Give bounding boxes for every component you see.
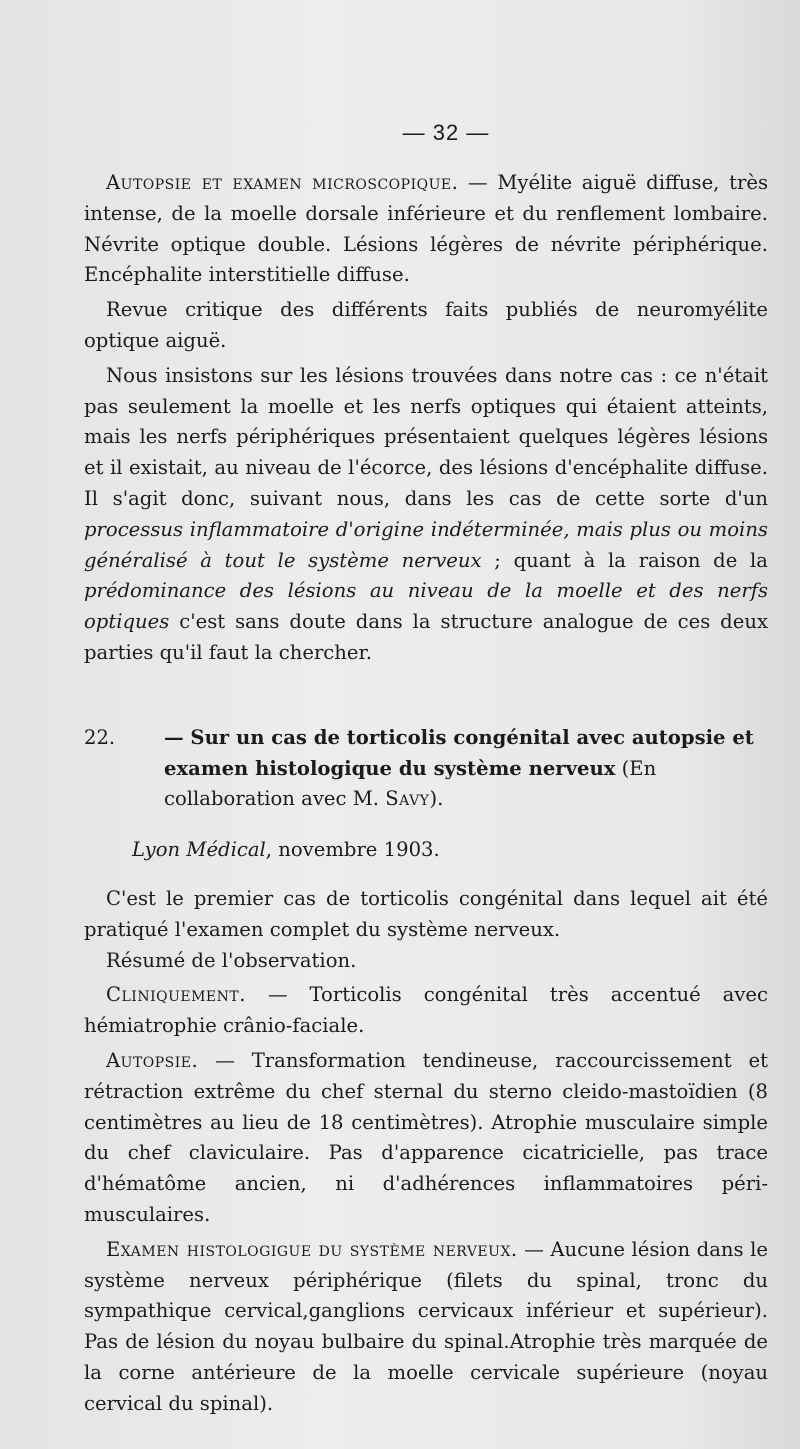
paragraph-text-part: Nous insistons sur les lésions trouvées dans notre cas : ce n'était pas seulement la moelle et les nerfs optiques qui étaient atteints, mais les nerfs périphériques présentaient quelques légères lésions et il existait, au niveau de l'écorce, des lésions d'encéphalite diffuse. Il s'agit donc, suivant nous, dans les cas de cette sorte d'un — [84, 363, 768, 510]
section-lead: Autopsie. — [106, 1048, 199, 1072]
paragraph-examen-histologique — [84, 1235, 768, 1420]
paragraph-autopsie — [84, 1046, 768, 1231]
paragraph-autopsie-microscopique — [84, 168, 768, 291]
paragraph-insistons — [84, 361, 768, 669]
entry-title-rest: (En collaboration avec M. — [164, 756, 657, 811]
entry-title-end: ). — [429, 787, 444, 811]
paragraph-text-part: c'est sans doute dans la structure analogue de ces deux parties qu'il faut la chercher. — [84, 610, 768, 664]
bibliography-entry — [84, 723, 768, 815]
paragraph-revue-critique — [84, 295, 768, 357]
paragraph-premier-cas — [84, 884, 768, 946]
section-lead: Examen histologigue du système nerveux. — [106, 1237, 518, 1261]
paragraph-text: — Myélite aiguë diffuse, très intense, de la moelle dorsale inférieure et du renflement lombaire. Névrite optique double. Lésions légères de névrite périphérique. Encéphalite interstitielle diffuse. — [84, 171, 768, 287]
italic-emphasis: prédominance des lésions au niveau de la moelle et des nerfs optiques — [84, 579, 768, 634]
paragraph-text: Revue critique des différents faits publiés de neuromyélite optique aiguë. — [84, 298, 768, 352]
entry-title-bold: — Sur un cas de torticolis congénital avec autopsie et examen histologique du système nerveux — [164, 725, 754, 780]
paragraph-resume — [84, 946, 768, 977]
source-journal: Lyon Médical — [132, 838, 266, 862]
paragraph-text-part: ; quant à la raison de la — [481, 548, 768, 572]
page-number: — 32 — — [402, 120, 490, 145]
collaborator-name: Savy — [385, 787, 430, 811]
italic-emphasis: processus inflammatoire d'origine indéterminée, mais plus ou moins généralisé à tout le système nerveux — [84, 517, 768, 572]
entry-number: 22. — [84, 725, 116, 749]
paragraph-text: — Torticolis congénital très accentué avec hémiatrophie crânio-faciale. — [84, 983, 768, 1038]
page-content — [84, 120, 768, 1419]
section-lead: Cliniquement. — [106, 983, 246, 1007]
paragraph-text: — Transformation tendineuse, raccourcissement et rétraction extrême du chef sternal du sterno cleido-mastoïdien (8 centimètres au lieu de 18 centimètres). Atrophie musculaire simple du chef claviculaire. Pas d'apparence cicatricielle, pas trace d'hématôme ancien, ni d'adhérences inflammatoires péri-musculaires. — [84, 1048, 768, 1226]
paragraph-text: Résumé de l'observation. — [106, 948, 357, 972]
paragraph-cliniquement — [84, 980, 768, 1042]
entry-title — [164, 723, 768, 815]
source-date: , novembre 1903. — [265, 838, 440, 862]
section-lead: Autopsie et examen microscopique. — [106, 171, 459, 194]
entry-source — [132, 835, 768, 866]
paragraph-text: C'est le premier cas de torticolis congénital dans lequel ait été pratiqué l'examen complet du système nerveux. — [84, 886, 768, 941]
paragraph-text: — Aucune lésion dans le système nerveux périphérique (filets du spinal, tronc du sympathique cervical,ganglions cervicaux inférieur et supérieur). Pas de lésion du noyau bulbaire du spinal.Atrophie très marquée de la corne antérieure de la moelle cervicale supérieure (noyau cervical du spinal). — [84, 1237, 768, 1415]
